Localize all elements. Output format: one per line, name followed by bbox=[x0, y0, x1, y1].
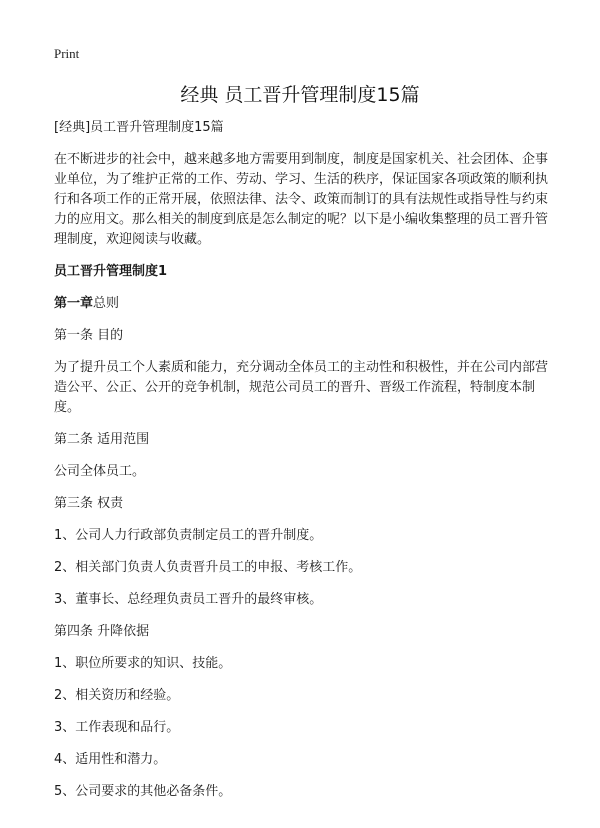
article-1-title: 第一条 目的 bbox=[54, 328, 124, 343]
list-item: 3、董事长、总经理负责员工晋升的最终审核。 bbox=[54, 592, 323, 607]
chapter-heading bbox=[54, 294, 554, 314]
list-item: 3、工作表现和品行。 bbox=[54, 720, 180, 735]
article-2-title: 第二条 适用范围 bbox=[54, 432, 150, 447]
article-4-title: 第四条 升降依据 bbox=[54, 624, 150, 639]
article-2-text: 公司全体员工。 bbox=[54, 464, 146, 479]
article-1-text: 为了提升员工个人素质和能力，充分调动全体员工的主动性和积极性，并在公司内部营造公平、公正、公开的竞争机制，规范公司员工的晋升、晋级工作流程，特制度本制度。 bbox=[54, 360, 549, 415]
section-heading: 员工晋升管理制度1 bbox=[54, 264, 168, 279]
chapter-name: 总则 bbox=[93, 296, 120, 311]
page-title: 经典 员工晋升管理制度15篇 bbox=[180, 84, 420, 106]
list-item: 1、职位所要求的知识、技能。 bbox=[54, 656, 232, 671]
document-body bbox=[54, 118, 554, 814]
intro-paragraph: 在不断进步的社会中，越来越多地方需要用到制度，制度是国家机关、社会团体、企事业单位，为了维护正常的工作、劳动、学习、生活的秩序，保证国家各项政策的顺利执行和各项工作的正常开展，依照法律、法令、政策而制订的具有法规性或指导性与约束力的应用文。那么相关的制度到底是怎么制定的呢？以下是小编收集整理的员工晋升管理制度，欢迎阅读与收藏。 bbox=[54, 152, 549, 247]
article-3-title: 第三条 权责 bbox=[54, 496, 124, 511]
list-item: 1、公司人力行政部负责制定员工的晋升制度。 bbox=[54, 528, 323, 543]
list-item: 5、公司要求的其他必备条件。 bbox=[54, 784, 232, 799]
list-item: 2、相关资历和经验。 bbox=[54, 688, 180, 703]
chapter-number: 第一章 bbox=[54, 296, 94, 311]
list-item: 4、适用性和潜力。 bbox=[54, 752, 167, 767]
list-item: 2、相关部门负责人负责晋升员工的申报、考核工作。 bbox=[54, 560, 362, 575]
subtitle: [经典]员工晋升管理制度15篇 bbox=[54, 120, 224, 135]
print-label[interactable]: Print bbox=[54, 46, 80, 61]
